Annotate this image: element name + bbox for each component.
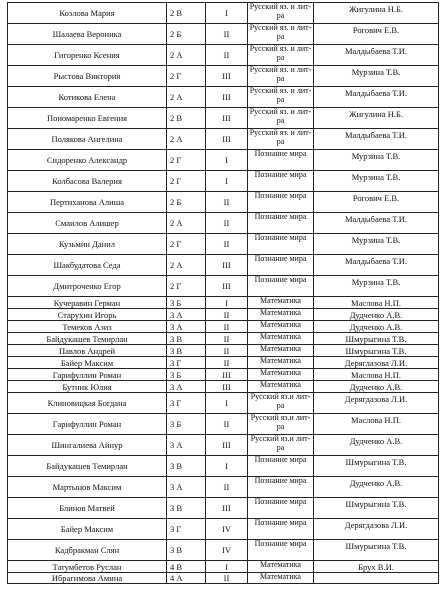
class-cell: 3 В (167, 333, 206, 345)
subject-cell: Математика (248, 369, 314, 381)
student-name-cell: Колбасова Валерия (8, 171, 167, 192)
place-cell: III (206, 381, 248, 393)
place-cell: II (206, 357, 248, 369)
teacher-cell: Малдыбаева Т.И. (314, 129, 439, 150)
student-name-cell: Шакбудатова Седа (8, 255, 167, 276)
student-name-cell: Темеков Азиз (8, 321, 167, 333)
class-cell: 2 А (167, 213, 206, 234)
table-row (8, 435, 439, 456)
class-cell: 3 А (167, 381, 206, 393)
subject-cell: Русский яз. и лит-ра (248, 108, 314, 129)
student-name-cell: Ибрагимова Амина (8, 573, 167, 584)
student-name-cell: Гигоренко Ксения (8, 45, 167, 66)
teacher-cell: Брух В.И. (314, 561, 439, 573)
class-cell: 2 А (167, 129, 206, 150)
student-name-cell: Сидоренко Александр (8, 150, 167, 171)
class-cell: 2 Г (167, 150, 206, 171)
teacher-cell: Дудченко А.В. (314, 381, 439, 393)
subject-cell: Математика (248, 573, 314, 584)
place-cell: II (206, 309, 248, 321)
subject-cell: Математика (248, 357, 314, 369)
student-name-cell: Татумбетов Руслан (8, 561, 167, 573)
subject-cell: Познание мира (248, 192, 314, 213)
place-cell: III (206, 66, 248, 87)
table-row (8, 24, 439, 45)
subject-cell: Познание мира (248, 234, 314, 255)
teacher-cell: Шмурыгина Т.В. (314, 540, 439, 561)
class-cell: 2 Г (167, 276, 206, 297)
table-row (8, 414, 439, 435)
student-name-cell: Шалаева Вероника (8, 24, 167, 45)
place-cell: IV (206, 540, 248, 561)
subject-cell: Познание мира (248, 477, 314, 498)
teacher-cell: Мурзина Т.В. (314, 171, 439, 192)
subject-cell: Русский яз. и лит-ра (248, 24, 314, 45)
table-row (8, 456, 439, 477)
class-cell: 4 А (167, 573, 206, 584)
class-cell: 2 Г (167, 66, 206, 87)
class-cell: 2 А (167, 45, 206, 66)
subject-cell: Математика (248, 561, 314, 573)
teacher-cell: Маслова Н.П. (314, 369, 439, 381)
place-cell: III (206, 276, 248, 297)
student-name-cell: Гарифуллин Роман (8, 369, 167, 381)
place-cell: III (206, 108, 248, 129)
place-cell: II (206, 192, 248, 213)
teacher-cell: Дерягдазова Л.И. (314, 393, 439, 414)
class-cell: 2 Б (167, 24, 206, 45)
teacher-cell: Малдыбаева Т.И. (314, 255, 439, 276)
place-cell: II (206, 234, 248, 255)
class-cell: 3 Б (167, 297, 206, 309)
teacher-cell: Маслова Н.П. (314, 414, 439, 435)
class-cell: 3 В (167, 498, 206, 519)
teacher-cell: Деряглазова Л.И. (314, 357, 439, 369)
table-row (8, 213, 439, 234)
place-cell: I (206, 171, 248, 192)
subject-cell: Познание мира (248, 171, 314, 192)
subject-cell: Русский яз.и лит-ра (248, 414, 314, 435)
student-name-cell: Блинов Матвей (8, 498, 167, 519)
table-row (8, 573, 439, 584)
class-cell: 3 В (167, 540, 206, 561)
subject-cell: Математика (248, 381, 314, 393)
table-row (8, 540, 439, 561)
subject-cell: Математика (248, 345, 314, 357)
subject-cell: Познание мира (248, 456, 314, 477)
table-row (8, 150, 439, 171)
place-cell: III (206, 87, 248, 108)
table-row (8, 171, 439, 192)
place-cell: II (206, 333, 248, 345)
table-row (8, 192, 439, 213)
place-cell: II (206, 45, 248, 66)
student-name-cell: Котикова Елена (8, 87, 167, 108)
student-name-cell: Байер Максим (8, 519, 167, 540)
place-cell: III (206, 435, 248, 456)
class-cell: 3 Г (167, 357, 206, 369)
student-name-cell: Кузьмин Данил (8, 234, 167, 255)
subject-cell: Познание мира (248, 498, 314, 519)
subject-cell: Познание мира (248, 213, 314, 234)
results-table-body (8, 3, 439, 584)
subject-cell: Познание мира (248, 150, 314, 171)
table-row (8, 321, 439, 333)
table-row (8, 66, 439, 87)
student-name-cell: Клиновицкая Богдана (8, 393, 167, 414)
table-row (8, 369, 439, 381)
table-row (8, 297, 439, 309)
teacher-cell: Малдыбаева Т.И. (314, 87, 439, 108)
teacher-cell: Жигулина Н.Б. (314, 3, 439, 24)
student-name-cell: Смаилов Алишер (8, 213, 167, 234)
table-row (8, 333, 439, 345)
subject-cell: Русский яз. и лит-ра (248, 129, 314, 150)
table-row (8, 519, 439, 540)
place-cell: II (206, 24, 248, 45)
student-name-cell: Байдукашев Темирлан (8, 333, 167, 345)
class-cell: 2 Г (167, 234, 206, 255)
teacher-cell: Мурзина Т.В. (314, 150, 439, 171)
student-name-cell: Пономаренко Евгения (8, 108, 167, 129)
table-row (8, 498, 439, 519)
subject-cell: Русский яз.и лит-ра (248, 393, 314, 414)
table-row (8, 3, 439, 24)
table-row (8, 129, 439, 150)
subject-cell: Познание мира (248, 255, 314, 276)
teacher-cell: Дерягдазова Л.И. (314, 519, 439, 540)
place-cell: III (206, 498, 248, 519)
place-cell: I (206, 3, 248, 24)
place-cell: II (206, 414, 248, 435)
subject-cell: Познание мира (248, 276, 314, 297)
teacher-cell: Малдыбаева Т.И. (314, 45, 439, 66)
subject-cell: Русский яз. и лит-ра (248, 45, 314, 66)
student-name-cell: Кучеравин Герман (8, 297, 167, 309)
table-row (8, 87, 439, 108)
subject-cell: Русский яз.и лит-ра (248, 435, 314, 456)
subject-cell: Русский яз. и лит-ра (248, 3, 314, 24)
student-name-cell: Бутник Юлия (8, 381, 167, 393)
table-row (8, 345, 439, 357)
student-name-cell: Байер Максим (8, 357, 167, 369)
class-cell: 3 В (167, 345, 206, 357)
student-name-cell: Шингалиева Айнур (8, 435, 167, 456)
teacher-cell: Мурзина Т.В. (314, 234, 439, 255)
place-cell: I (206, 393, 248, 414)
teacher-cell: Маслова Н.П. (314, 297, 439, 309)
student-name-cell: Мартынов Максим (8, 477, 167, 498)
place-cell: I (206, 150, 248, 171)
subject-cell: Русский яз. и лит-ра (248, 66, 314, 87)
class-cell: 3 Б (167, 414, 206, 435)
teacher-cell: Шмурыгина Т.В. (314, 498, 439, 519)
student-name-cell: Пертиханова Алиша (8, 192, 167, 213)
table-row (8, 357, 439, 369)
subject-cell: Познание мира (248, 519, 314, 540)
class-cell: 4 В (167, 561, 206, 573)
subject-cell: Математика (248, 309, 314, 321)
teacher-cell: Рогович Е.В. (314, 24, 439, 45)
student-name-cell: Старухин Игорь (8, 309, 167, 321)
teacher-cell: Дудченко А.В. (314, 435, 439, 456)
place-cell: IV (206, 519, 248, 540)
place-cell: III (206, 129, 248, 150)
subject-cell: Математика (248, 333, 314, 345)
teacher-cell: Мурзина Т.В. (314, 66, 439, 87)
table-row (8, 108, 439, 129)
table-row (8, 45, 439, 66)
class-cell: 3 Г (167, 393, 206, 414)
place-cell: II (206, 345, 248, 357)
place-cell: I (206, 297, 248, 309)
class-cell: 2 В (167, 3, 206, 24)
class-cell: 2 Г (167, 171, 206, 192)
teacher-cell: Шмурыгина Т.В. (314, 333, 439, 345)
table-row (8, 381, 439, 393)
teacher-cell: Рогович Е.В. (314, 192, 439, 213)
place-cell: I (206, 456, 248, 477)
student-name-cell: Кадбракман Слян (8, 540, 167, 561)
teacher-cell: Дудченко А.В. (314, 321, 439, 333)
teacher-cell: Мурзина Т.В. (314, 276, 439, 297)
class-cell: 3 Г (167, 519, 206, 540)
student-name-cell: Рыстова Виктория (8, 66, 167, 87)
subject-cell: Русский яз. и лит-ра (248, 87, 314, 108)
teacher-cell: Шмурыгина Т.В. (314, 345, 439, 357)
student-name-cell: Павлов Андрей (8, 345, 167, 357)
subject-cell: Познание мира (248, 540, 314, 561)
class-cell: 2 В (167, 108, 206, 129)
place-cell: II (206, 213, 248, 234)
table-row (8, 309, 439, 321)
teacher-cell (314, 573, 439, 584)
place-cell: I (206, 561, 248, 573)
student-name-cell: Гарифуллин Роман (8, 414, 167, 435)
student-name-cell: Полякова Ангелина (8, 129, 167, 150)
class-cell: 2 А (167, 255, 206, 276)
subject-cell: Математика (248, 321, 314, 333)
student-name-cell: Байдукашев Темирлан (8, 456, 167, 477)
place-cell: II (206, 477, 248, 498)
place-cell: III (206, 255, 248, 276)
class-cell: 3 Б (167, 369, 206, 381)
place-cell: III (206, 369, 248, 381)
place-cell: II (206, 321, 248, 333)
student-name-cell: Козлова Мария (8, 3, 167, 24)
table-row (8, 234, 439, 255)
class-cell: 3 А (167, 309, 206, 321)
table-row (8, 561, 439, 573)
teacher-cell: Жигулина Н.Б. (314, 108, 439, 129)
table-row (8, 477, 439, 498)
class-cell: 3 А (167, 321, 206, 333)
table-row (8, 276, 439, 297)
table-row (8, 255, 439, 276)
class-cell: 3 В (167, 456, 206, 477)
teacher-cell: Шмурыгина Т.В. (314, 456, 439, 477)
table-row (8, 393, 439, 414)
results-table (7, 2, 439, 584)
class-cell: 3 А (167, 435, 206, 456)
place-cell: II (206, 573, 248, 584)
class-cell: 3 А (167, 477, 206, 498)
teacher-cell: Дудченко А.В. (314, 309, 439, 321)
teacher-cell: Дудченко А.В. (314, 477, 439, 498)
class-cell: 2 Б (167, 192, 206, 213)
student-name-cell: Дмитроченко Егор (8, 276, 167, 297)
class-cell: 2 А (167, 87, 206, 108)
teacher-cell: Малдыбаева Т.И. (314, 213, 439, 234)
subject-cell: Математика (248, 297, 314, 309)
